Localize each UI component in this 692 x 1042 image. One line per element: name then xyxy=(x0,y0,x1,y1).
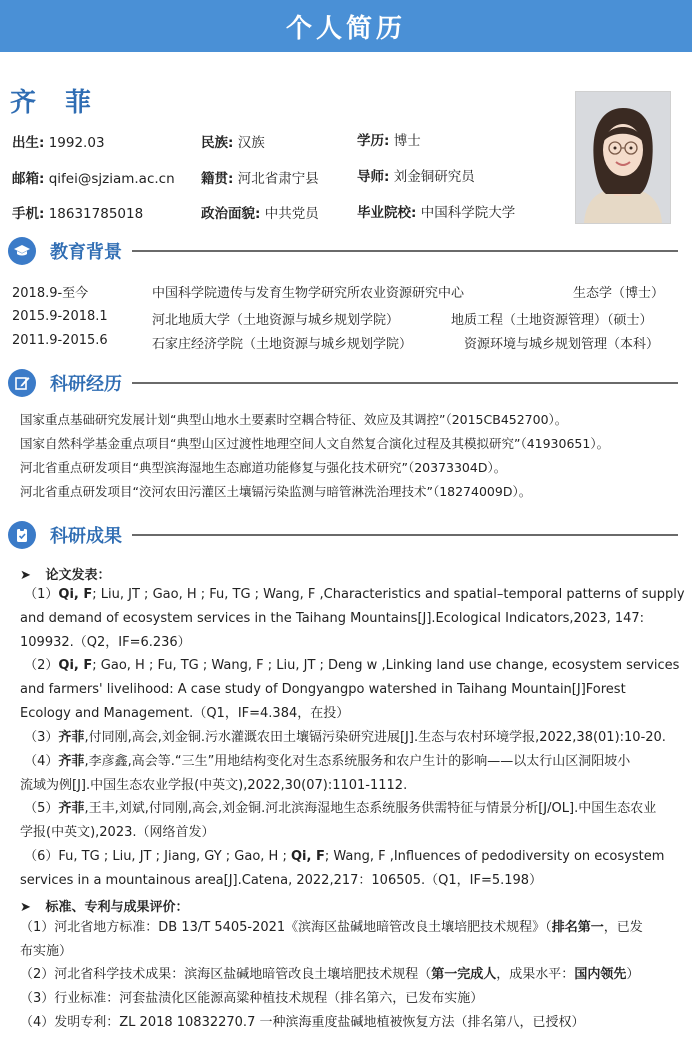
paper-text: 109932.（Q2，IF=6.236） xyxy=(20,635,191,650)
education-period: 2015.9-2018.1 xyxy=(12,309,108,324)
email-value: qifei@sjziam.ac.cn xyxy=(48,171,175,187)
page-title: 个人简历 xyxy=(285,13,406,44)
paper-prefix: （4） xyxy=(24,754,59,769)
phone-value: 18631785018 xyxy=(48,206,144,222)
paper-entry-3 xyxy=(20,726,682,750)
standard-entry-4 xyxy=(20,1011,682,1035)
edit-pencil-icon xyxy=(8,369,36,397)
paper-author-bold: 齐菲 xyxy=(58,730,85,745)
education-row xyxy=(12,309,680,329)
school-field xyxy=(357,201,515,221)
standard-text: （3）行业标准：河套盐渍化区能源高粱种植技术规程（排名第六，已发布实施） xyxy=(20,991,484,1006)
paper-text: ,李彦鑫,高会等.“三生”用地结构变化对生态系统服务和农户生计的影响——以太行山区洞阳坡小 xyxy=(84,754,631,769)
section-divider xyxy=(132,534,678,536)
paper-text: 学报(中英文),2023.（网络首发） xyxy=(20,825,215,840)
standard-text: ，已发 xyxy=(603,920,643,935)
paper-author-bold: 齐菲 xyxy=(58,801,85,816)
paper-text: Ecology and Management.（Q1，IF=4.384，在投） xyxy=(20,706,350,721)
portrait-illustration xyxy=(576,92,670,223)
politics-label: 政治面貌: xyxy=(201,206,261,222)
advisor-value: 刘金铜研究员 xyxy=(393,169,475,185)
education-row xyxy=(12,282,680,302)
paper-prefix: （1） xyxy=(24,587,59,602)
paper-author-bold: 齐菲 xyxy=(58,754,85,769)
hometown-field xyxy=(201,167,319,187)
education-institution: 河北地质大学（土地资源与城乡规划学院） xyxy=(152,313,400,328)
research-item: 河北省重点研发项目“洨河农田污灌区土壤镉污染监测与暗管淋洗治理技术”（18274009D）。 xyxy=(20,484,532,499)
school-label: 毕业院校: xyxy=(357,205,417,221)
paper-text: ,付同刚,高会,刘金铜.污水灌溉农田土壤镉污染研究进展[J].生态与农村环境学报,2022,38(01):10-20. xyxy=(84,730,666,745)
paper-prefix: （2） xyxy=(24,658,59,673)
advisor-label: 导师: xyxy=(357,169,390,185)
papers-heading xyxy=(20,564,110,583)
graduation-cap-icon xyxy=(8,237,36,265)
clipboard-check-icon xyxy=(8,521,36,549)
paper-text: services in a mountainous area[J].Catena, 2022,217：106505.（Q1，IF=5.198） xyxy=(20,873,543,888)
school-value: 中国科学院大学 xyxy=(420,205,516,221)
paper-author-bold: Qi, F xyxy=(290,849,325,864)
politics-field xyxy=(201,202,319,222)
paper-text: 流域为例[J].中国生态农业学报(中英文),2022,30(07):1101-1112. xyxy=(20,778,408,793)
education-major: 资源环境与城乡规划管理（本科） xyxy=(464,337,660,352)
phone-label: 手机: xyxy=(12,206,45,222)
arrow-bullet-icon: ➤ xyxy=(20,568,31,583)
paper-text: ,王丰,刘斌,付同刚,高会,刘金铜.河北滨海湿地生态系统服务供需特征与情景分析[J/OL].中国生态农业 xyxy=(84,801,657,816)
education-period: 2018.9-至今 xyxy=(12,286,89,301)
degree-value: 博士 xyxy=(393,133,421,149)
degree-field xyxy=(357,129,421,149)
standard-text: 布实施） xyxy=(20,944,73,959)
research-title: 科研经历 xyxy=(50,374,122,395)
hometown-label: 籍贯: xyxy=(201,171,234,187)
standard-entry-2 xyxy=(20,963,682,987)
papers-heading-text: 论文发表： xyxy=(45,568,111,583)
hometown-value: 河北省肃宁县 xyxy=(237,171,319,187)
paper-entry-6 xyxy=(20,845,682,893)
paper-entry-2 xyxy=(20,654,682,726)
paper-prefix: （5） xyxy=(24,801,59,816)
politics-value: 中共党员 xyxy=(264,206,319,222)
education-institution: 石家庄经济学院（土地资源与城乡规划学院） xyxy=(152,337,413,352)
research-section-header xyxy=(8,368,678,398)
standard-text: （2）河北省科学技术成果：滨海区盐碱地暗管改良土壤培肥技术规程（ xyxy=(20,967,432,982)
research-item: 国家重点基础研究发展计划“典型山地水土要素时空耦合特征、效应及其调控”（2015CB452700）。 xyxy=(20,412,568,427)
standard-rank-bold: 排名第一 xyxy=(551,920,604,935)
email-field xyxy=(12,167,175,187)
header-band xyxy=(0,0,692,52)
paper-text: and farmers' livelihood: A case study of Dongyangpo watershed in Taihang Mountain[J]Forest xyxy=(20,682,626,697)
education-title: 教育背景 xyxy=(50,242,122,263)
paper-entry-5 xyxy=(20,797,682,845)
paper-author-bold: Qi, F xyxy=(58,658,93,673)
paper-entry-4 xyxy=(20,750,682,798)
education-major: 地质工程（土地资源管理）（硕士） xyxy=(451,313,653,328)
phone-field xyxy=(12,202,143,222)
ethnicity-value: 汉族 xyxy=(237,135,265,151)
paper-entry-1 xyxy=(20,583,685,655)
profile-photo xyxy=(575,91,671,224)
research-item: 河北省重点研发项目“典型滨海湿地生态廊道功能修复与强化技术研究”（20373304D）。 xyxy=(20,460,507,475)
standard-entry-1 xyxy=(20,916,682,964)
education-section-header xyxy=(8,236,678,266)
paper-text: ; Liu, JT ; Gao, H ; Fu, TG ; Wang, F ,Characteristics and spatial–temporal patterns of supply xyxy=(92,587,685,602)
advisor-field xyxy=(357,165,475,185)
standards-heading-text: 标准、专利与成果评价： xyxy=(45,900,189,915)
standard-text: （4）发明专利：ZL 2018 10832270.7 一种滨海重度盐碱地植被恢复方法（排名第八，已授权） xyxy=(20,1015,585,1030)
birth-label: 出生: xyxy=(12,135,45,151)
paper-author-bold: Qi, F xyxy=(58,587,93,602)
education-major: 生态学（博士） xyxy=(573,286,665,301)
standards-heading xyxy=(20,896,188,915)
achievements-section-header xyxy=(8,520,678,550)
standard-text: ，成果水平： xyxy=(496,967,575,982)
standard-text: （1）河北省地方标准：DB 13/T 5405-2021《滨海区盐碱地暗管改良土壤培肥技术规程》（ xyxy=(20,920,552,935)
standard-role-bold: 第一完成人 xyxy=(431,967,497,982)
birth-field xyxy=(12,131,105,151)
section-divider xyxy=(132,382,678,384)
standard-level-bold: 国内领先 xyxy=(574,967,627,982)
paper-text: ; Wang, F ,Influences of pedodiversity on ecosystem xyxy=(324,849,665,864)
person-name: 齐 菲 xyxy=(10,88,102,118)
education-period: 2011.9-2015.6 xyxy=(12,333,108,348)
paper-prefix: （6）Fu, TG ; Liu, JT ; Jiang, GY ; Gao, H ; xyxy=(24,849,291,864)
standard-entry-3 xyxy=(20,987,682,1011)
birth-value: 1992.03 xyxy=(48,135,105,151)
ethnicity-label: 民族: xyxy=(201,135,234,151)
arrow-bullet-icon: ➤ xyxy=(20,900,31,915)
ethnicity-field xyxy=(201,131,265,151)
achievements-title: 科研成果 xyxy=(50,526,122,547)
section-divider xyxy=(132,250,678,252)
email-label: 邮箱: xyxy=(12,171,45,187)
education-institution: 中国科学院遗传与发育生物学研究所农业资源研究中心 xyxy=(152,286,465,301)
standard-text: ） xyxy=(626,967,640,982)
paper-text: ; Gao, H ; Fu, TG ; Wang, F ; Liu, JT ; Deng w ,Linking land use change, ecosystem services xyxy=(92,658,680,673)
paper-text: and demand of ecosystem services in the Taihang Mountains[J].Ecological Indicators,2023, 147: xyxy=(20,611,645,626)
degree-label: 学历: xyxy=(357,133,390,149)
education-row xyxy=(12,333,680,353)
paper-prefix: （3） xyxy=(24,730,59,745)
research-item: 国家自然科学基金重点项目“典型山区过渡性地理空间人文自然复合演化过程及其模拟研究”（41930651）。 xyxy=(20,436,610,451)
